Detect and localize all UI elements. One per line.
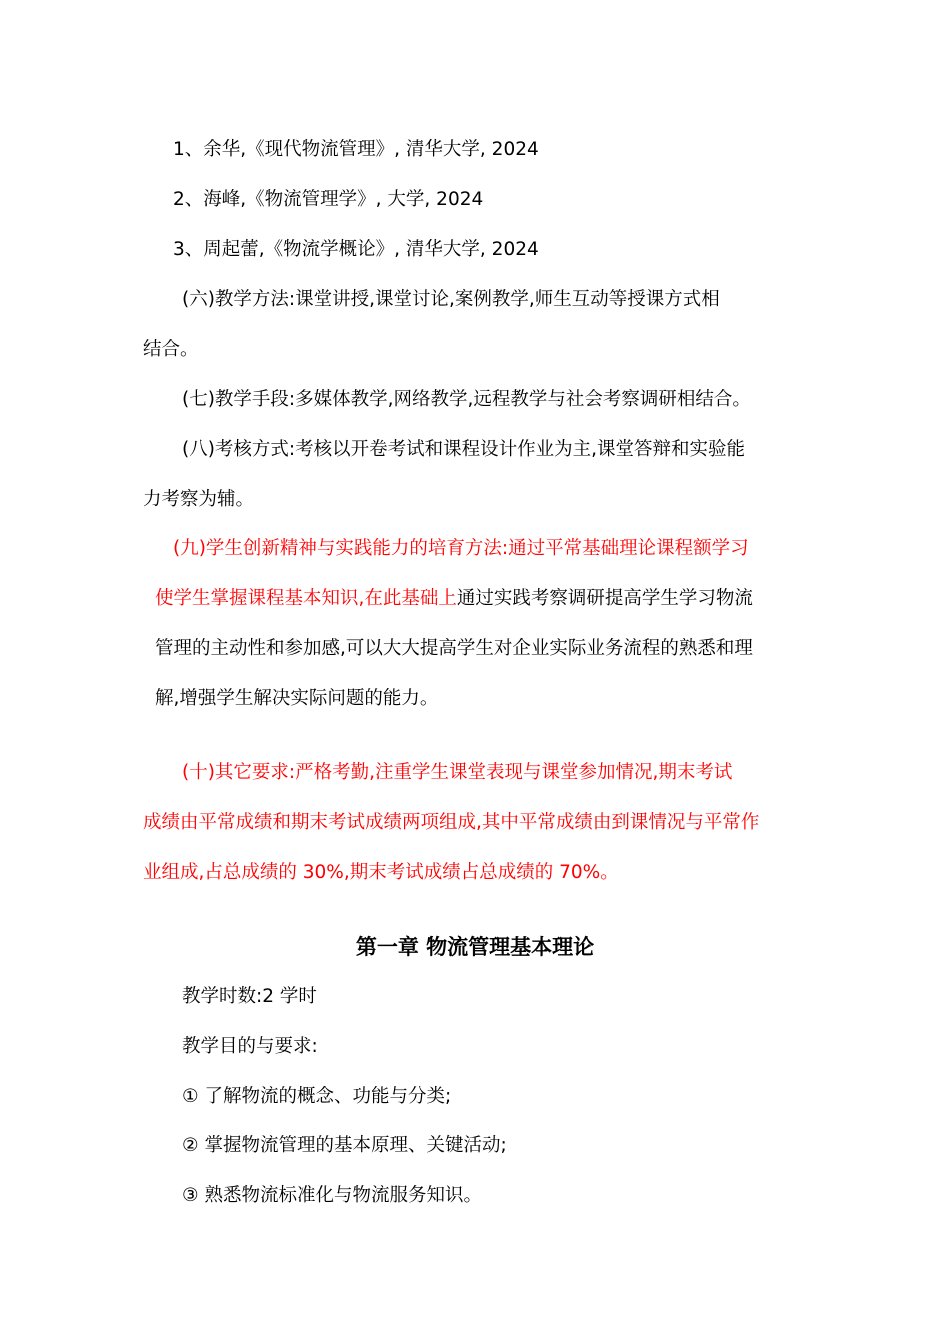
other-requirements-line-2: 成绩由平常成绩和期末考试成绩两项组成,其中平常成绩由到课情况与平常作 bbox=[143, 812, 760, 833]
teaching-method-line-1: (六)教学方法:课堂讲授,课堂讨论,案例教学,师生互动等授课方式相 bbox=[182, 289, 720, 310]
teaching-goals-label: 教学目的与要求: bbox=[182, 1036, 318, 1057]
reference-item-3: 3、周起蕾,《物流学概论》, 清华大学, 2024 bbox=[173, 239, 539, 260]
other-requirements-line-3: 业组成,占总成绩的 30%,期末考试成绩占总成绩的 70%。 bbox=[143, 862, 619, 883]
innovation-line-1: (九)学生创新精神与实践能力的培育方法:通过平常基础理论课程额学习 bbox=[173, 538, 749, 559]
other-requirements-line-1: (十)其它要求:严格考勤,注重学生课堂表现与课堂参加情况,期末考试 bbox=[182, 762, 733, 783]
assessment-line-2: 力考察为辅。 bbox=[143, 489, 255, 510]
teaching-hours: 教学时数:2 学时 bbox=[182, 986, 317, 1007]
teaching-goal-3: ③ 熟悉物流标准化与物流服务知识。 bbox=[182, 1185, 482, 1206]
reference-item-2: 2、海峰,《物流管理学》, 大学, 2024 bbox=[173, 189, 484, 210]
innovation-line-4: 解,增强学生解决实际问题的能力。 bbox=[155, 688, 439, 709]
teaching-goal-1: ① 了解物流的概念、功能与分类; bbox=[182, 1086, 452, 1107]
innovation-line-2-normal: 通过实践考察调研提高学生学习物流 bbox=[456, 588, 753, 609]
innovation-line-3: 管理的主动性和参加感,可以大大提高学生对企业实际业务流程的熟悉和理 bbox=[155, 638, 753, 659]
innovation-line-2 bbox=[155, 587, 753, 611]
teaching-means-line-1: (七)教学手段:多媒体教学,网络教学,远程教学与社会考察调研相结合。 bbox=[182, 389, 751, 410]
teaching-goal-2: ② 掌握物流管理的基本原理、关键活动; bbox=[182, 1135, 507, 1156]
innovation-line-2-highlight: 使学生掌握课程基本知识,在此基础上 bbox=[155, 588, 457, 609]
reference-item-1: 1、余华,《现代物流管理》, 清华大学, 2024 bbox=[173, 139, 539, 160]
assessment-line-1: (八)考核方式:考核以开卷考试和课程设计作业为主,课堂答辩和实验能 bbox=[182, 439, 746, 460]
chapter-title: 第一章 物流管理基本理论 bbox=[355, 935, 595, 959]
teaching-method-line-2: 结合。 bbox=[143, 339, 199, 360]
